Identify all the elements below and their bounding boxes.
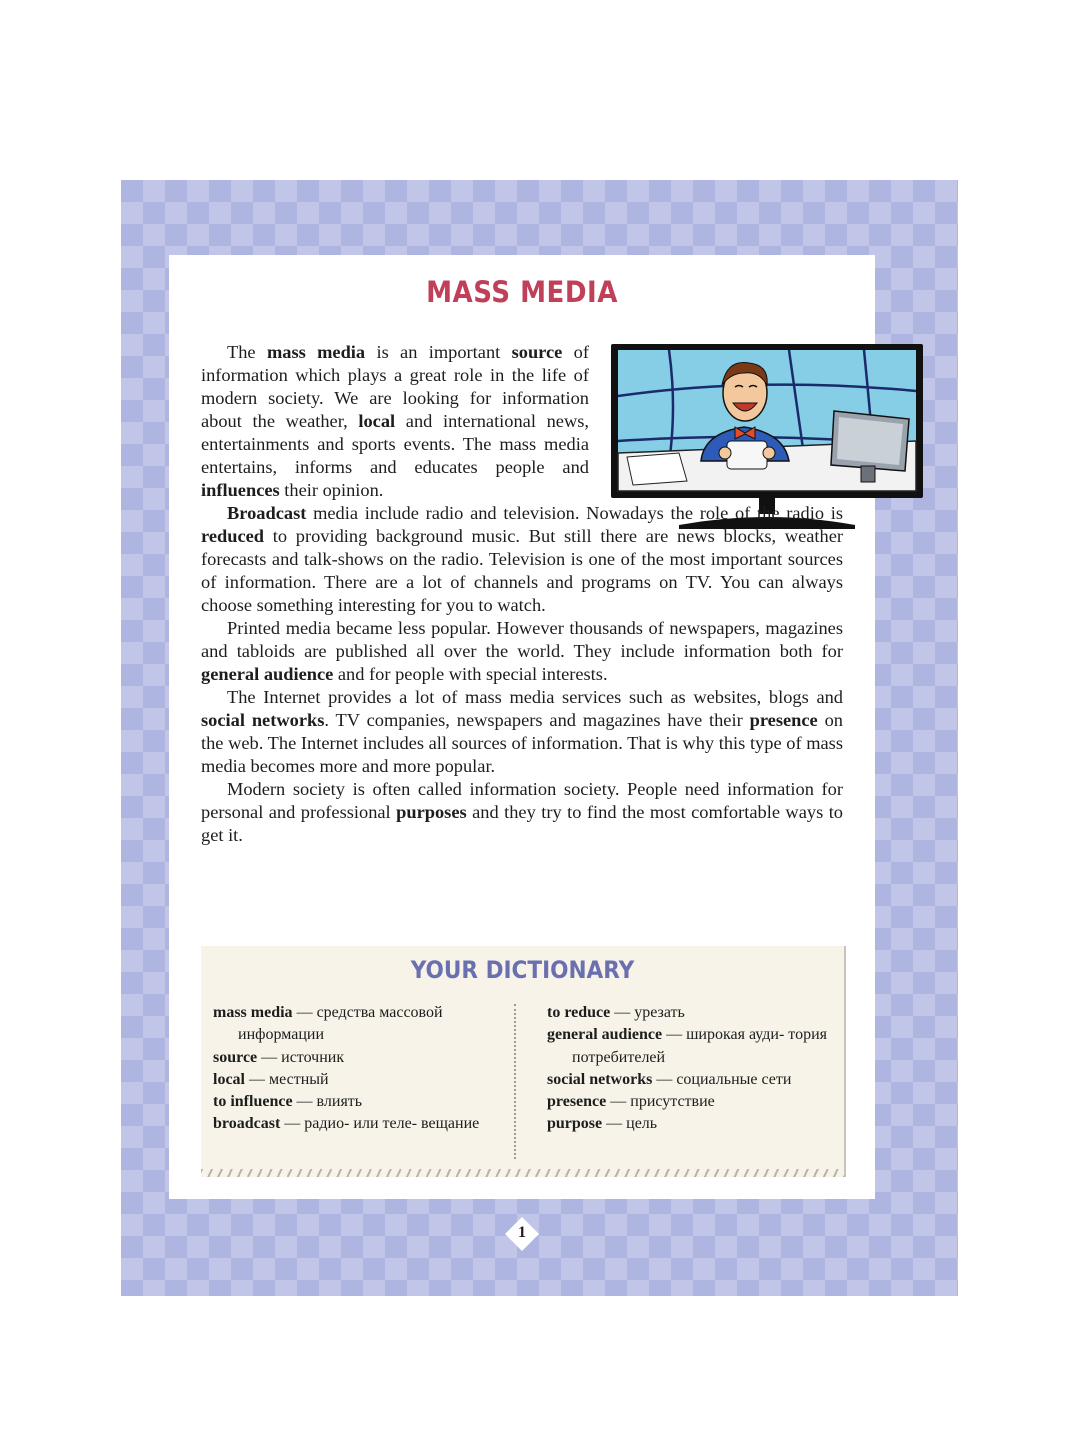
dictionary-right-column (547, 1002, 837, 1136)
paragraph-1: The mass media is an important source of information which plays a great role in the life of modern society. We are looking for information about the weather, local and international news, entertainments and sports events. The mass media entertains, informs and educates people and influences their opinion. (201, 342, 589, 500)
paragraph-3: Printed media became less popular. However thousands of newspapers, magazines and tabloids are published all over the world. They include information both for general audience and for people with special interests. (201, 618, 843, 684)
paragraph-1-block (201, 341, 589, 502)
dictionary-entry: mass media — средства массовой информации (213, 1004, 443, 1044)
dictionary-entry: to influence — влиять (213, 1093, 363, 1111)
dictionary-divider (514, 1004, 516, 1159)
dictionary-left-column (213, 1002, 498, 1136)
textbook-page (169, 255, 875, 1199)
paragraph-5: Modern society is often called information society. People need information for personal and professional purposes and they try to find the most comfortable ways to get it. (201, 779, 843, 845)
dictionary-entry: source — источник (213, 1048, 345, 1066)
dictionary-hatch-border (201, 1169, 844, 1177)
page-title: MASS MEDIA (426, 275, 618, 309)
dictionary-entry: broadcast — радио- или теле- вещание (213, 1115, 480, 1133)
dictionary-entry: local — местный (213, 1070, 329, 1088)
dictionary-box (201, 946, 846, 1177)
page-number-badge (506, 1218, 538, 1250)
article-body (201, 341, 843, 847)
paragraph-4: The Internet provides a lot of mass media services such as websites, blogs and social networks. TV companies, newspapers and magazines have their presence on the web. The Internet includes all sources of information. That is why this type of mass media becomes more and more popular. (201, 687, 843, 776)
dictionary-entry: to reduce — урезать (547, 1004, 685, 1021)
dictionary-entry: purpose — цель (547, 1115, 658, 1133)
dictionary-entry: presence — присутствие (547, 1093, 715, 1111)
page-number: 1 (518, 1224, 526, 1241)
dictionary-entry: social networks — социальные сети (547, 1070, 792, 1088)
dictionary-title: YOUR DICTIONARY (410, 956, 635, 984)
dictionary-entry: general audience — широкая ауди- тория потребителей (547, 1026, 827, 1066)
paragraph-2: Broadcast media include radio and television. Nowadays the role of the radio is reduced to providing background music. But still there are news blocks, weather forecasts and talk-shows on the radio. Television is one of the most important sources of information. There are a lot of channels and programs on TV. You can always choose something interesting for you to watch. (201, 503, 843, 615)
